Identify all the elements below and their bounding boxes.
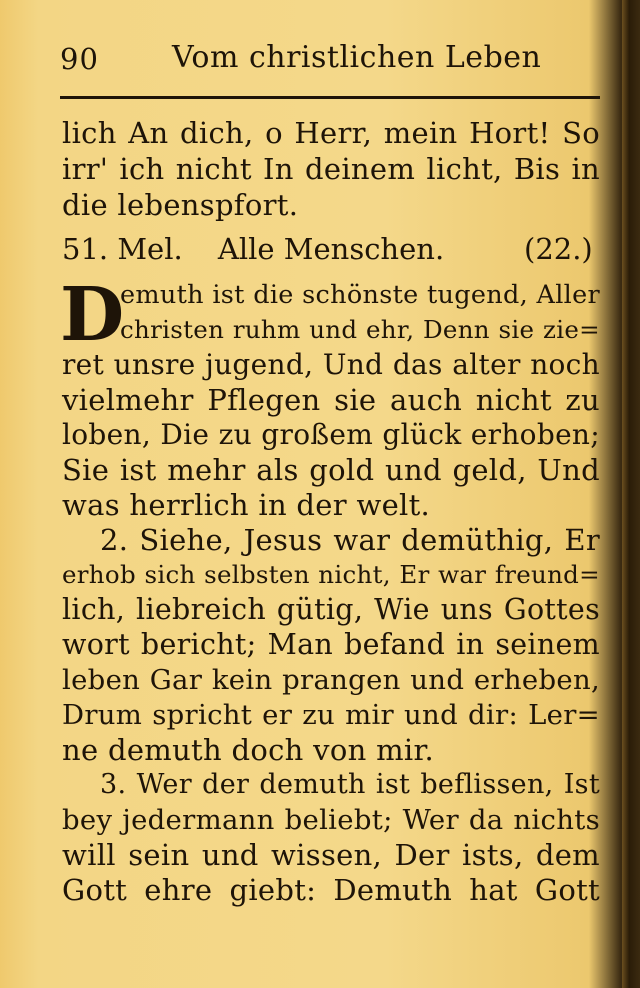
text-line: Drum spricht er zu mir und dir: Ler=: [62, 699, 600, 731]
page-number: 90: [60, 42, 99, 76]
text-line: Sie ist mehr als gold und geld, Und: [62, 453, 600, 487]
text-line: 2. Siehe, Jesus war demüthig, Er: [100, 523, 600, 557]
page-header: [60, 38, 600, 82]
hymn-number-mel: [62, 232, 444, 266]
text-line: bey jedermann beliebt; Wer da nichts: [62, 804, 600, 836]
text-line: ne demuth doch von mir.: [62, 733, 434, 767]
text-line: will sein und wissen, Der ists, dem: [62, 838, 600, 872]
drop-capital: D: [60, 272, 125, 358]
text-line: lich An dich, o Herr, mein Hort! So: [62, 116, 600, 150]
text-line: lich, liebreich gütig, Wie uns Gottes: [62, 593, 600, 626]
text-line: die lebenspfort.: [62, 188, 299, 222]
text-line: 3. Wer der demuth ist beflissen, Ist: [100, 769, 600, 800]
text-line: Gott ehre giebt: Demuth hat Gott: [62, 873, 600, 907]
tune-name: Alle Menschen.: [217, 232, 445, 266]
tune-reference: (22.): [524, 232, 593, 266]
header-rule: [60, 96, 600, 99]
text-line: irr' ich nicht In deinem licht, Bis in: [62, 152, 600, 186]
text-line: loben, Die zu großem glück erhoben;: [62, 418, 600, 451]
text-line: christen ruhm und ehr, Denn sie zie=: [120, 315, 600, 344]
text-line: vielmehr Pflegen sie auch nicht zu: [62, 383, 600, 417]
text-line: ret unsre jugend, Und das alter noch: [62, 348, 600, 381]
text-line: erhob sich selbsten nicht, Er war freund=: [62, 560, 600, 589]
text-line: wort bericht; Man befand in seinem: [62, 628, 600, 661]
running-title: Vom christlichen Leben: [172, 40, 542, 75]
text-line: was herrlich in der welt.: [62, 488, 431, 522]
text-line: emuth ist die schönste tugend, Aller: [120, 280, 600, 310]
text-line: leben Gar kein prangen und erheben,: [62, 664, 600, 696]
page-edge-shadow: [622, 0, 640, 988]
hymn-number: 51. Mel.: [62, 232, 183, 266]
